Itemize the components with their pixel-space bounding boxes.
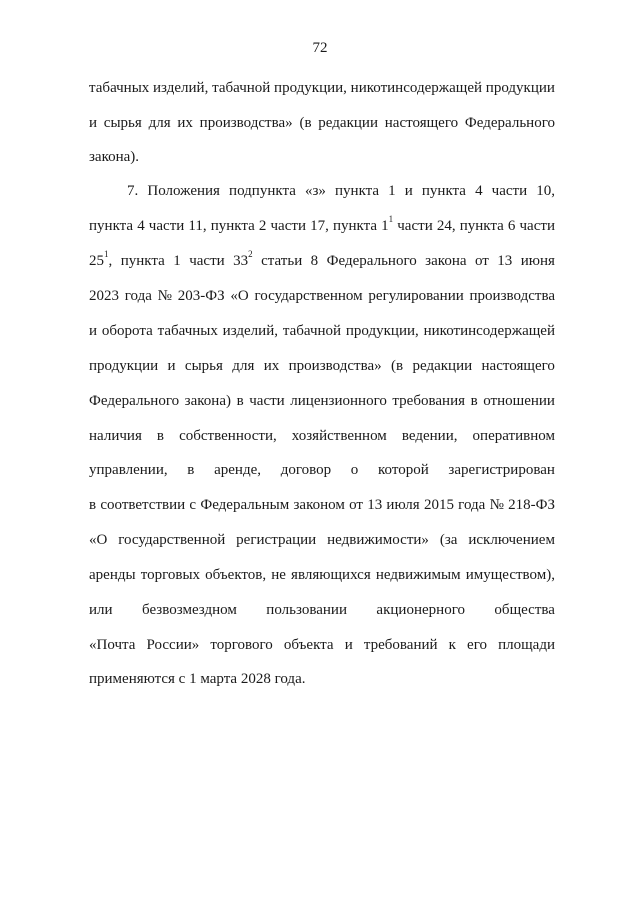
word: от: [349, 497, 363, 513]
text-line: [89, 531, 555, 549]
word: производства»: [288, 358, 382, 374]
word: 1: [388, 183, 396, 199]
word: 4: [475, 183, 483, 199]
word: безвозмездном: [142, 602, 237, 618]
word: изделий,: [222, 323, 278, 339]
word: которой: [377, 462, 429, 478]
word: табачной: [212, 80, 271, 96]
word: части: [148, 218, 185, 234]
word: государственном: [254, 288, 363, 304]
word: объектов,: [205, 567, 267, 583]
word: и: [404, 183, 413, 199]
word: закона): [184, 393, 231, 409]
word: общества: [494, 602, 555, 618]
word: Федеральным: [200, 497, 290, 513]
word: продукции: [89, 358, 159, 374]
word: собственности,: [179, 428, 277, 444]
word: 8: [310, 253, 319, 269]
text-line: [89, 114, 555, 132]
word: договор: [280, 462, 332, 478]
word: 1: [173, 253, 181, 269]
word: в: [236, 393, 244, 409]
word: их: [177, 115, 193, 131]
word: являющихся: [291, 567, 371, 583]
word: 2023: [89, 288, 119, 304]
word: соответствии: [100, 497, 186, 513]
word: июля: [386, 497, 420, 513]
word: «О: [230, 288, 249, 304]
word: пункта: [89, 218, 134, 234]
word: года: [124, 288, 152, 304]
word: акционерного: [376, 602, 465, 618]
word: 17,: [310, 218, 329, 234]
word: и: [344, 637, 353, 653]
text-line: [89, 392, 555, 410]
text-line: [89, 496, 555, 514]
word: части: [397, 218, 433, 234]
word: настоящего: [481, 358, 555, 374]
word: зарегистрирован: [448, 462, 555, 478]
text-line: закона).: [89, 149, 140, 165]
word: никотинсодержащей: [350, 80, 483, 96]
text-line: [89, 427, 555, 445]
word: объекта: [283, 637, 334, 653]
word: пункта: [120, 253, 165, 269]
word: оперативном: [472, 428, 555, 444]
word: «Почта: [89, 637, 136, 653]
word: (за: [439, 532, 458, 548]
text-line: [89, 322, 555, 340]
word: пункта: [335, 183, 380, 199]
word: для: [148, 115, 171, 131]
word: производства: [469, 288, 555, 304]
word: и: [167, 358, 176, 374]
word: законом: [293, 497, 345, 513]
word: закона: [425, 253, 467, 269]
word: аренды: [89, 567, 136, 583]
word: ведении,: [401, 428, 458, 444]
text-line: [89, 182, 555, 200]
word: лицензионного: [290, 393, 387, 409]
word: части: [189, 253, 225, 269]
word: настоящего: [384, 115, 459, 131]
word: табачных: [89, 80, 150, 96]
text-line: применяются с 1 марта 2028 года.: [89, 671, 306, 687]
word: в: [89, 497, 97, 513]
word: никотинсодержащей: [423, 323, 555, 339]
word: недвижимости»: [327, 532, 429, 548]
word: с: [189, 497, 197, 513]
word: имуществом),: [465, 567, 555, 583]
text-line: [89, 357, 555, 375]
word: регистрации: [236, 532, 317, 548]
word: пункта: [332, 218, 378, 234]
word: наличия: [89, 428, 142, 444]
word: продукции,: [345, 323, 419, 339]
text-line: [89, 636, 555, 654]
word: от: [474, 253, 489, 269]
word: пункта: [210, 218, 255, 234]
word: для: [232, 358, 255, 374]
word: торгового: [210, 637, 273, 653]
word: продукции,: [274, 80, 347, 96]
text-line: [89, 249, 555, 270]
word: 11,: [188, 218, 207, 234]
word: 24,: [436, 218, 456, 234]
word: 203-ФЗ: [177, 288, 225, 304]
word: 2015: [423, 497, 454, 513]
word: производства»: [199, 115, 293, 131]
word: пункта: [421, 183, 466, 199]
word: №: [489, 497, 504, 513]
word: «О: [89, 532, 108, 548]
word: $33^2$: [233, 249, 253, 269]
word: торговых: [140, 567, 201, 583]
word: Федерального: [89, 393, 180, 409]
word: №: [157, 288, 172, 304]
word: части: [270, 218, 306, 234]
word: в: [187, 462, 195, 478]
word: в: [156, 428, 164, 444]
word: части: [249, 393, 285, 409]
word: пользовании: [266, 602, 347, 618]
word: их: [263, 358, 280, 374]
text-line: [89, 214, 555, 235]
word: в: [470, 393, 478, 409]
word: 13: [497, 253, 513, 269]
word: или: [89, 602, 113, 618]
word: Федерального: [326, 253, 417, 269]
word: сырья: [103, 115, 142, 131]
word: сырья: [184, 358, 223, 374]
word: табачных: [157, 323, 218, 339]
word: пункта: [459, 218, 504, 234]
word: регулировании: [368, 288, 464, 304]
word: отношении: [483, 393, 555, 409]
text-line: [89, 461, 555, 479]
word: (в: [299, 115, 312, 131]
word: исключением: [468, 532, 555, 548]
word: требования: [392, 393, 465, 409]
word: и: [89, 323, 98, 339]
word: «з»: [304, 183, 326, 199]
word: Положения: [147, 183, 220, 199]
word: (в: [391, 358, 404, 374]
word: требований: [363, 637, 438, 653]
word: не: [271, 567, 286, 583]
word: 2: [258, 218, 267, 234]
text-line: [89, 79, 555, 97]
word: и: [89, 115, 98, 131]
word: хозяйственном: [291, 428, 387, 444]
word: $25^1$,: [89, 249, 113, 269]
word: части: [519, 218, 555, 234]
word: оборота: [101, 323, 153, 339]
word: подпункта: [229, 183, 296, 199]
word: государственной: [118, 532, 226, 548]
word: изделий,: [153, 80, 209, 96]
word: 218-ФЗ: [508, 497, 555, 513]
word: года: [458, 497, 486, 513]
word: 10,: [536, 183, 555, 199]
word: 4: [137, 218, 145, 234]
word: России»: [146, 637, 200, 653]
page-number: 72: [312, 40, 328, 56]
text-line: [89, 287, 555, 305]
word: Федерального: [464, 115, 555, 131]
word: июня: [520, 253, 555, 269]
word: управлении,: [89, 462, 168, 478]
word: к: [448, 637, 456, 653]
word: продукции: [485, 80, 555, 96]
text-line: [89, 601, 555, 619]
word: 6: [507, 218, 516, 234]
word: статьи: [261, 253, 303, 269]
word: 7.: [127, 183, 139, 199]
word: табачной: [282, 323, 342, 339]
word: части: [491, 183, 528, 199]
word: редакции: [412, 358, 473, 374]
word: о: [350, 462, 359, 478]
word: аренде,: [214, 462, 262, 478]
word: 13: [367, 497, 383, 513]
text-line: [89, 566, 555, 584]
word: редакции: [318, 115, 378, 131]
word: площади: [498, 637, 555, 653]
word: его: [467, 637, 487, 653]
word: недвижимым: [375, 567, 461, 583]
word: $1^1$: [381, 214, 394, 234]
